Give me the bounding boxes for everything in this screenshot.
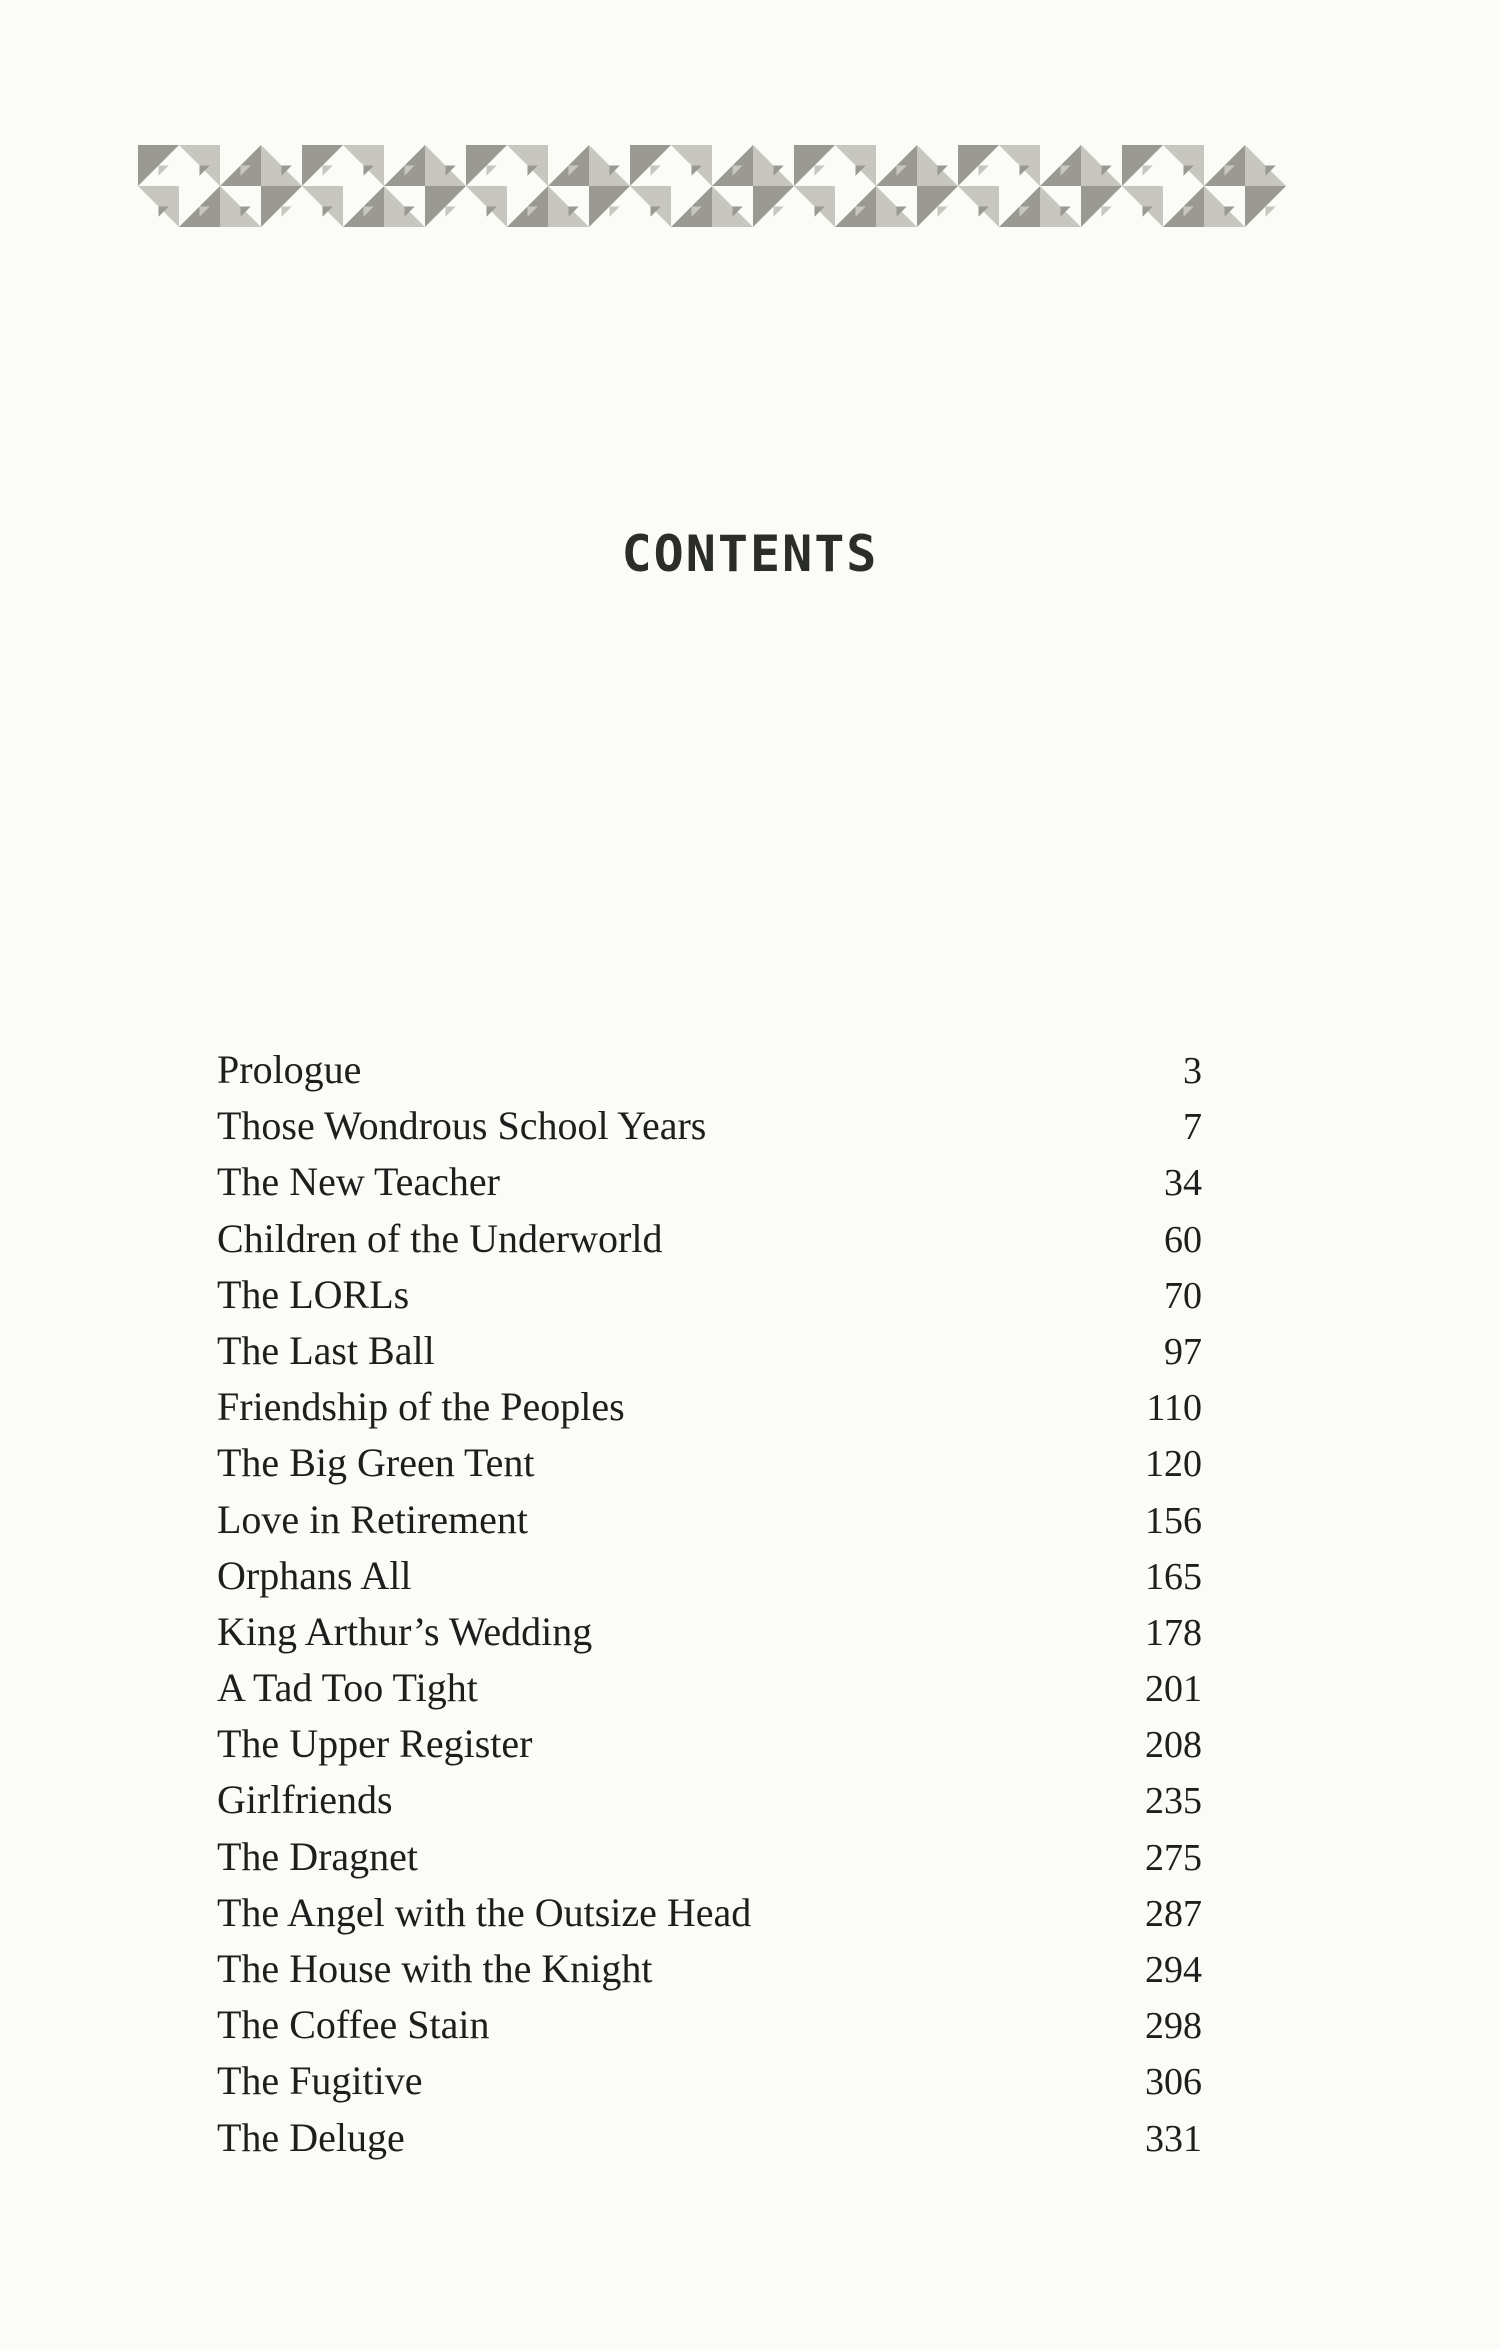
toc-entry-page: 201 <box>1145 1668 1202 1711</box>
toc-entry-page: 3 <box>1183 1050 1202 1092</box>
ornament-triangle <box>651 166 661 176</box>
ornament-triangle <box>446 207 456 217</box>
toc-entry <box>217 1941 1202 1997</box>
toc-entry-page: 298 <box>1145 2005 1202 2048</box>
ornament-triangle <box>1266 207 1276 217</box>
toc-entry <box>217 1323 1202 1379</box>
toc-entry <box>217 2110 1202 2166</box>
toc-entry <box>217 1604 1202 1660</box>
toc-entry-title: Friendship of the Peoples <box>217 1384 625 1430</box>
toc-entry-page: 178 <box>1145 1611 1202 1654</box>
toc-entry <box>217 1098 1202 1154</box>
toc-entry <box>217 1829 1202 1885</box>
toc-entry-title: Orphans All <box>217 1552 412 1598</box>
ornament-triangle <box>1102 207 1112 217</box>
toc-entry-title: Prologue <box>217 1047 362 1092</box>
toc-entry-title: King Arthur’s Wedding <box>217 1608 593 1654</box>
toc-entry-title: The LORLs <box>217 1271 410 1317</box>
toc-entry <box>217 1042 1202 1098</box>
toc-entry-title: The Fugitive <box>217 2058 423 2104</box>
toc-entry-page: 60 <box>1164 1218 1202 1261</box>
ornament-triangle <box>979 166 989 176</box>
ornament-triangle <box>159 166 169 176</box>
toc-entry-page: 235 <box>1145 1780 1202 1823</box>
toc-entry <box>217 1154 1202 1210</box>
toc-entry-page: 120 <box>1145 1443 1202 1486</box>
toc-entry-page: 7 <box>1183 1106 1202 1149</box>
ornament-triangle <box>323 166 333 176</box>
toc-entry-page: 208 <box>1145 1724 1202 1767</box>
toc-entry-title: The Dragnet <box>217 1833 419 1879</box>
toc-entry-page: 331 <box>1145 2117 1202 2160</box>
ornament-triangle <box>815 166 825 176</box>
ornament-triangle <box>774 207 784 217</box>
toc-entry-page: 70 <box>1164 1274 1202 1317</box>
toc-entry-page: 97 <box>1164 1330 1202 1373</box>
toc-entry-page: 156 <box>1145 1499 1202 1542</box>
toc-entry-title: Love in Retirement <box>217 1496 529 1542</box>
toc-entry-title: The House with the Knight <box>217 1946 653 1991</box>
toc-entry <box>217 1379 1202 1435</box>
toc-entry-page: 294 <box>1145 1949 1202 1991</box>
toc-entry-title: The Coffee Stain <box>217 2002 490 2048</box>
toc-entry-title: The Upper Register <box>217 1721 533 1767</box>
toc-entry-title: Girlfriends <box>217 1777 393 1823</box>
toc-entry <box>217 1997 1202 2053</box>
toc-entry-title: The Deluge <box>217 2114 405 2160</box>
toc-entry <box>217 1885 1202 1941</box>
toc-entry <box>217 1660 1202 1716</box>
toc-entry-title: A Tad Too Tight <box>217 1665 478 1711</box>
toc-entry-page: 165 <box>1145 1555 1202 1598</box>
triangle-pattern-icon <box>138 145 1293 227</box>
toc-entry-title: The New Teacher <box>217 1159 500 1205</box>
toc-entry-title: Those Wondrous School Years <box>217 1103 707 1149</box>
ornament-triangle <box>487 166 497 176</box>
toc-entry-page: 306 <box>1145 2061 1202 2104</box>
toc-entry-page: 34 <box>1164 1162 1202 1205</box>
ornament-triangle <box>938 207 948 217</box>
toc-entry <box>217 1211 1202 1267</box>
toc-entry <box>217 1492 1202 1548</box>
toc-entry-page: 110 <box>1146 1387 1202 1430</box>
toc-entry-page: 287 <box>1145 1892 1202 1935</box>
toc-entry <box>217 2053 1202 2109</box>
toc-entry-title: Children of the Underworld <box>217 1215 663 1261</box>
toc-entry-title: The Big Green Tent <box>217 1440 535 1486</box>
page-title: CONTENTS <box>621 525 879 583</box>
ornament-triangle <box>1143 166 1153 176</box>
toc-entry-page: 275 <box>1145 1836 1202 1879</box>
toc-entry <box>217 1435 1202 1491</box>
ornament-triangle <box>610 207 620 217</box>
toc-entry <box>217 1716 1202 1772</box>
toc-entry <box>217 1548 1202 1604</box>
toc-entry-title: The Last Ball <box>217 1327 435 1373</box>
table-of-contents <box>217 1042 1202 2166</box>
toc-entry-title: The Angel with the Outsize Head <box>217 1889 752 1935</box>
toc-entry <box>217 1772 1202 1828</box>
toc-entry <box>217 1267 1202 1323</box>
ornament-triangle <box>282 207 292 217</box>
